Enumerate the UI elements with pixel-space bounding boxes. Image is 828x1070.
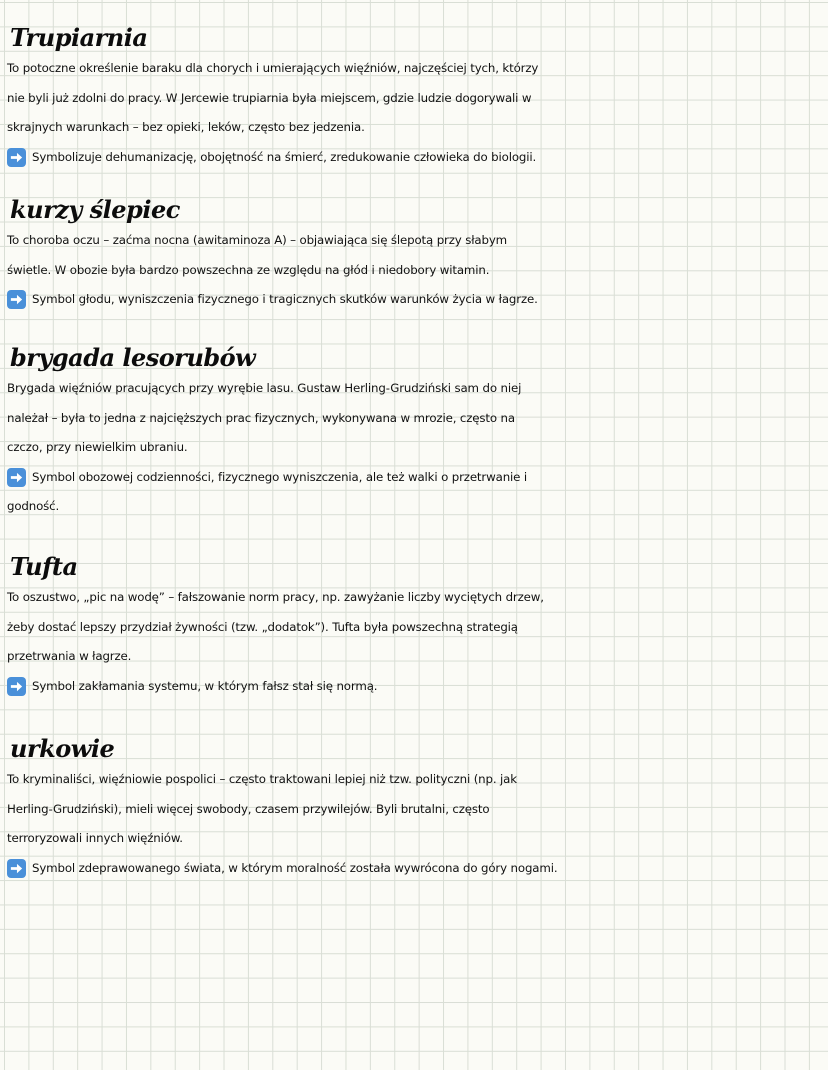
symbol-line xyxy=(0,672,820,702)
right-arrow-icon xyxy=(7,468,26,487)
definition-line: przetrwania w łagrze. xyxy=(7,649,132,663)
term-heading: Tufta xyxy=(10,552,78,581)
symbol-line: godność. xyxy=(7,499,60,513)
definition-line: nie byli już zdolni do pracy. W Jercewie trupiarnia była miejscem, gdzie ludzie dogorywali w xyxy=(7,90,532,105)
symbol-text: Symbolizuje dehumanizację, obojętność na śmierć, zredukowanie człowieka do biologii. xyxy=(32,149,537,164)
symbol-line xyxy=(0,143,820,173)
symbol-line xyxy=(0,854,820,884)
symbol-line xyxy=(0,285,820,315)
definition-line: czczo, przy niewielkim ubraniu. xyxy=(7,440,188,454)
term-section xyxy=(0,196,820,315)
definition-line: skrajnych warunkach – bez opieki, leków, często bez jedzenia. xyxy=(7,120,365,134)
term-heading: urkowie xyxy=(10,734,115,763)
term-section xyxy=(0,553,820,701)
term-section xyxy=(0,735,820,883)
right-arrow-icon xyxy=(7,677,26,696)
definition-line: terroryzowali innych więźniów. xyxy=(7,831,183,845)
term-section xyxy=(0,344,820,522)
definition-line: świetle. W obozie była bardzo powszechna ze względu na głód i niedobory witamin. xyxy=(7,262,490,277)
term-heading: Trupiarnia xyxy=(10,23,148,52)
symbol-text: Symbol zdeprawowanego świata, w którym moralność została wywrócona do góry nogami. xyxy=(32,860,558,875)
term-heading: brygada lesorubów xyxy=(10,343,256,372)
definition-line: Brygada więźniów pracujących przy wyrębie lasu. Gustaw Herling-Grudziński sam do niej xyxy=(7,381,522,395)
right-arrow-icon xyxy=(7,290,26,309)
definition-line: To choroba oczu – zaćma nocna (awitaminoza A) – objawiająca się ślepotą przy słabym xyxy=(7,233,507,247)
term-heading: kurzy ślepiec xyxy=(10,195,180,224)
symbol-text: Symbol obozowej codzienności, fizycznego wyniszczenia, ale też walki o przetrwanie i xyxy=(32,469,527,484)
definition-line: To kryminaliści, więźniowie pospolici – często traktowani lepiej niż tzw. polityczni (np. jak xyxy=(7,772,517,786)
definition-line: żeby dostać lepszy przydział żywności (tzw. „dodatok”). Tufta była powszechną strategią xyxy=(7,619,518,634)
right-arrow-icon xyxy=(7,859,26,878)
symbol-line xyxy=(0,463,820,493)
definition-line: To oszustwo, „pic na wodę” – fałszowanie norm pracy, np. zawyżanie liczby wyciętych drzew, xyxy=(7,590,544,604)
definition-line: To potoczne określenie baraku dla chorych i umierających więźniów, najczęściej tych, którzy xyxy=(7,61,539,75)
right-arrow-icon xyxy=(7,148,26,167)
symbol-text: Symbol zakłamania systemu, w którym fałsz stał się normą. xyxy=(32,678,378,693)
definition-line: Herling-Grudziński), mieli więcej swobody, czasem przywilejów. Byli brutalni, często xyxy=(7,801,490,816)
definition-line: należał – była to jedna z najcięższych prac fizycznych, wykonywana w mrozie, często na xyxy=(7,410,515,425)
symbol-text: Symbol głodu, wyniszczenia fizycznego i tragicznych skutków warunków życia w łagrze. xyxy=(32,292,538,306)
term-section xyxy=(0,24,820,172)
